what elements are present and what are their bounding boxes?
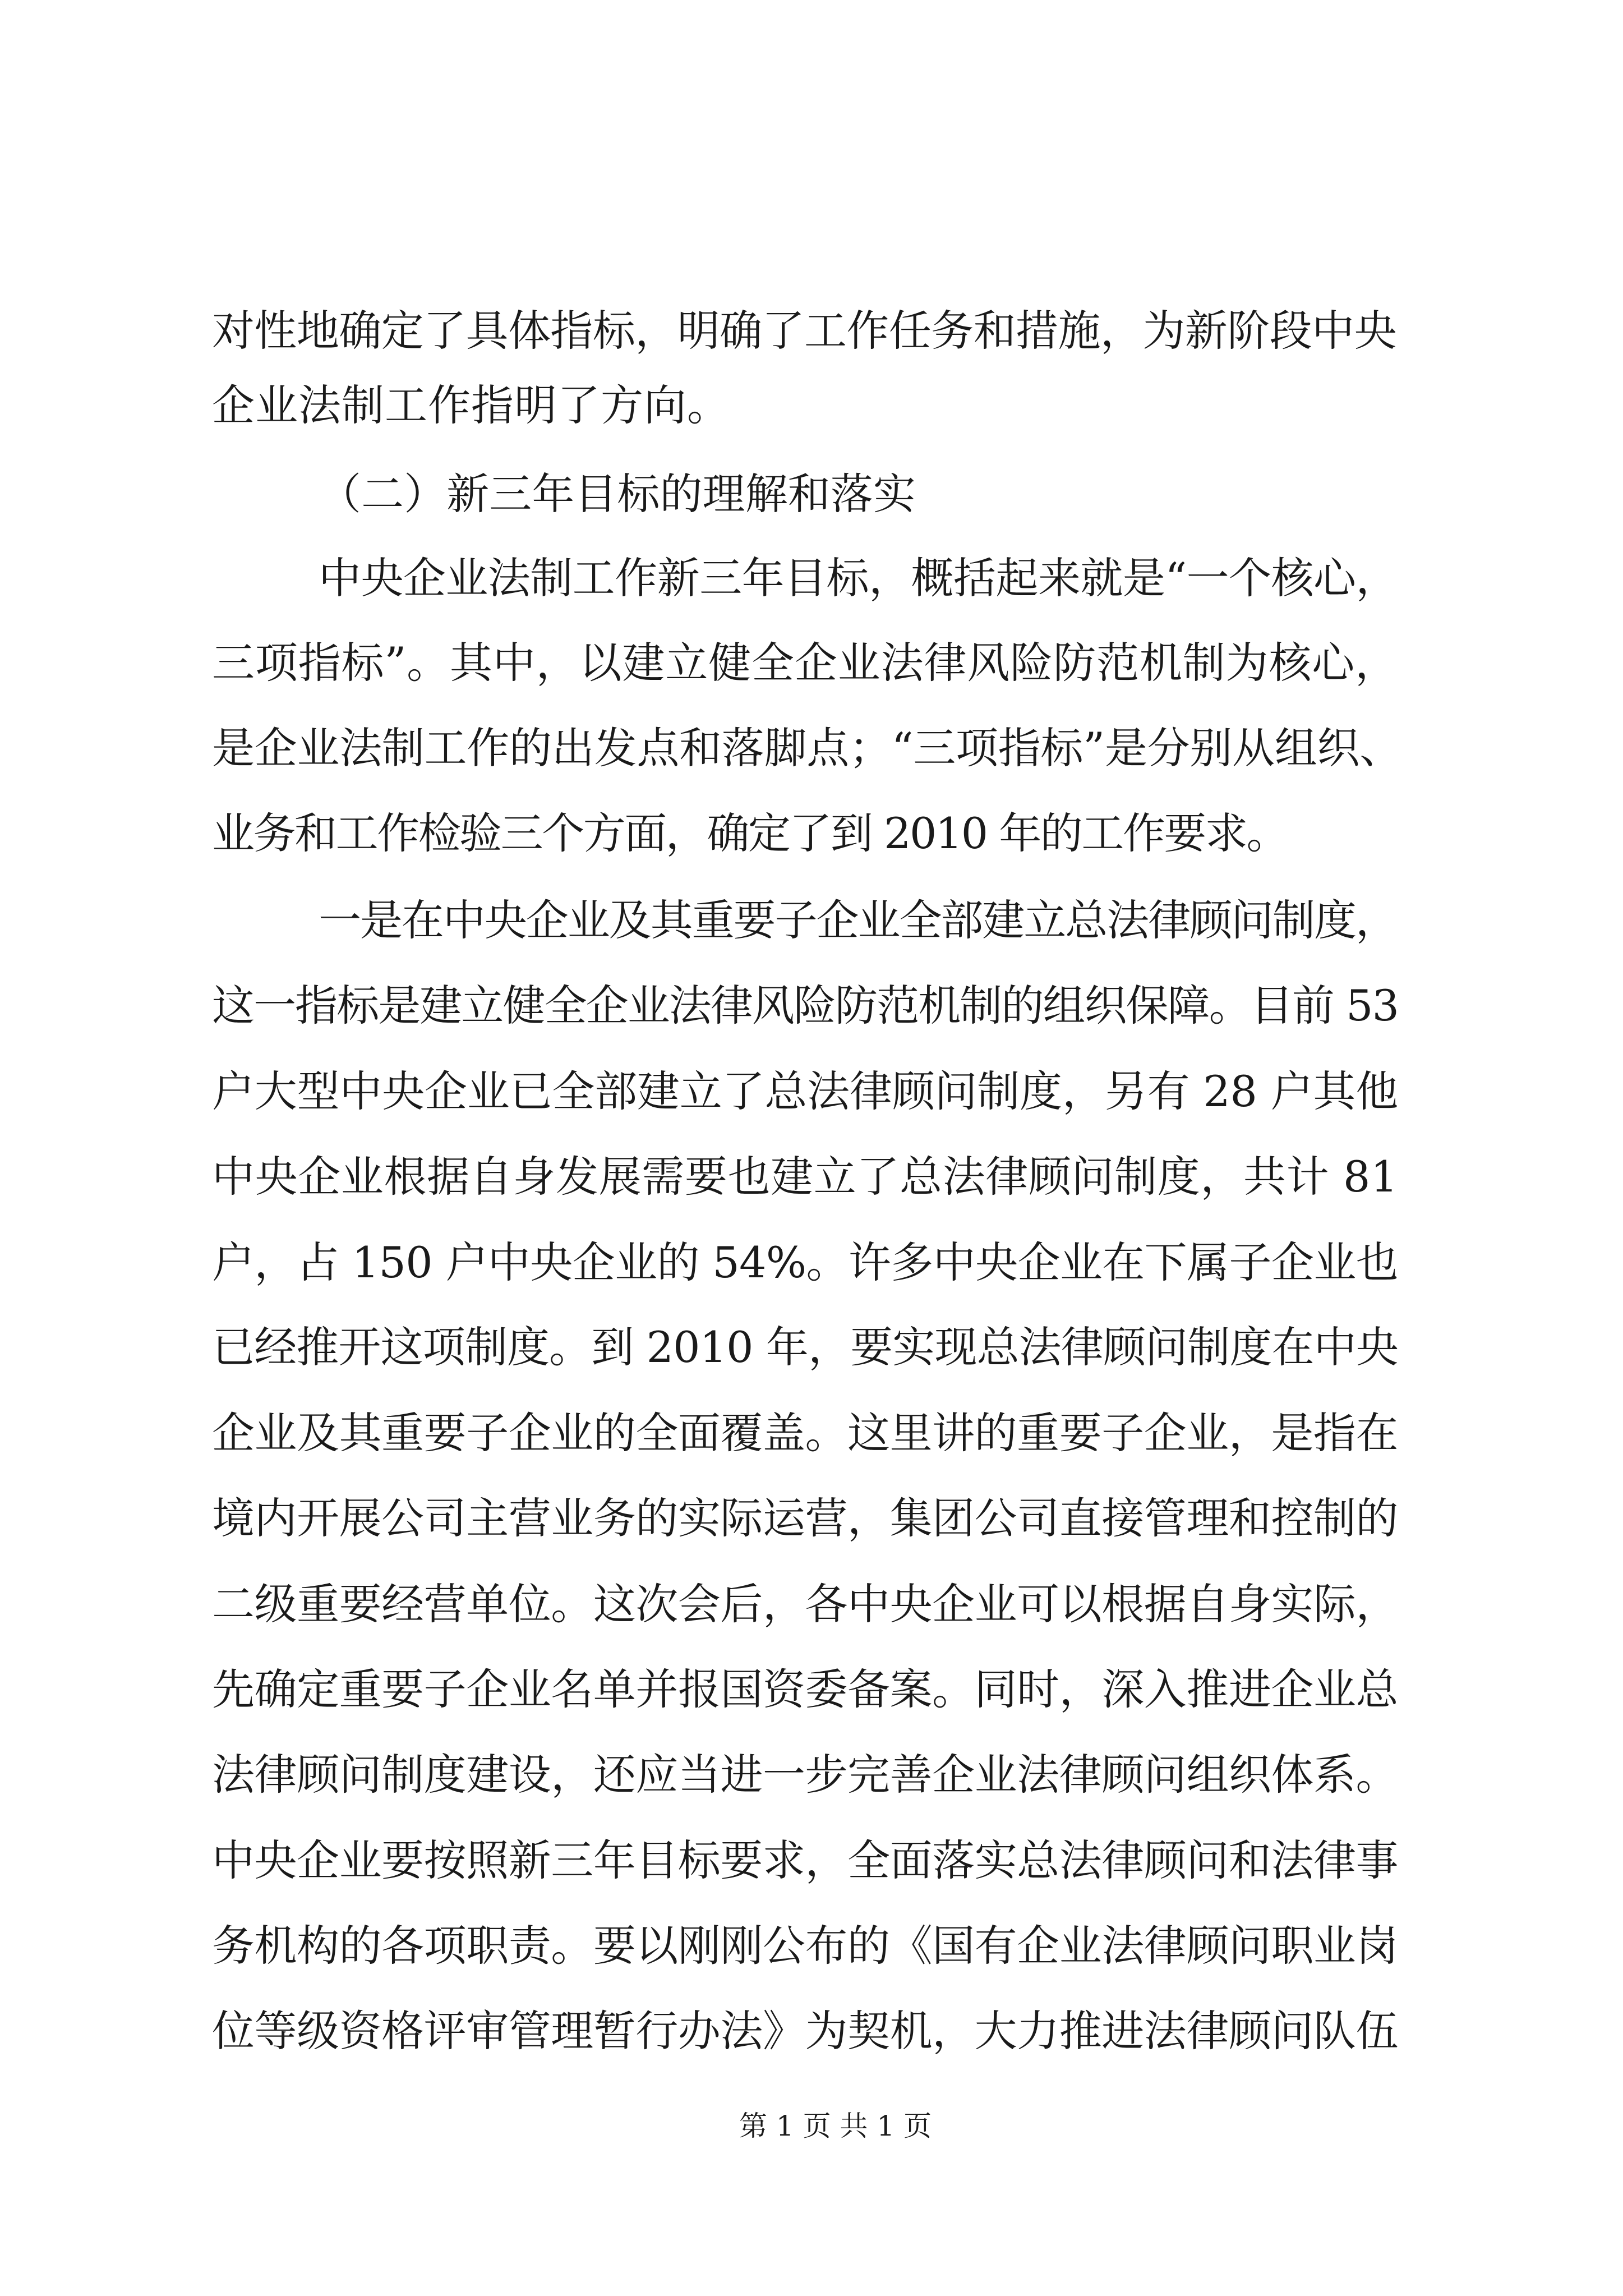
- text-line: 企业及其重要子企业的全面覆盖。这里讲的重要子企业，是指在: [212, 1408, 1398, 1458]
- text-line: 企业法制工作指明了方向。: [212, 380, 730, 430]
- text-line: 中央企业要按照新三年目标要求，全面落实总法律顾问和法律事: [212, 1835, 1398, 1885]
- text-line: 二级重要经营单位。这次会后，各中央企业可以根据自身实际，: [212, 1579, 1398, 1629]
- text-line: 境内开展公司主营业务的实际运营，集团公司直接管理和控制的: [212, 1493, 1398, 1543]
- text-line: 法律顾问制度建设，还应当进一步完善企业法律顾问组织体系。: [212, 1750, 1398, 1800]
- text-line: 中央企业法制工作新三年目标，概括起来就是“一个核心，: [319, 553, 1398, 603]
- text-line: 务机构的各项职责。要以刚刚公布的《国有企业法律顾问职业岗: [212, 1921, 1398, 1971]
- text-line: 对性地确定了具体指标，明确了工作任务和措施，为新阶段中央: [212, 306, 1396, 356]
- text-line: 一是在中央企业及其重要子企业全部建立总法律顾问制度，: [319, 895, 1397, 945]
- text-line: 中央企业根据自身发展需要也建立了总法律顾问制度，共计 81: [212, 1152, 1398, 1202]
- text-line: 先确定重要子企业名单并报国资委备案。同时，深入推进企业总: [212, 1664, 1398, 1714]
- text-line: 业务和工作检验三个方面，确定了到 2010 年的工作要求。: [212, 808, 1288, 858]
- text-line: 已经推开这项制度。到 2010 年，要实现总法律顾问制度在中央: [212, 1322, 1398, 1372]
- text-line: 户，占 150 户中央企业的 54%。许多中央企业在下属子企业也: [212, 1237, 1398, 1287]
- text-line: 这一指标是建立健全企业法律风险防范机制的组织保障。目前 53: [212, 981, 1398, 1030]
- text-line: 三项指标”。其中，以建立健全企业法律风险防范机制为核心，: [212, 638, 1398, 688]
- text-line: 户大型中央企业已全部建立了总法律顾问制度，另有 28 户其他: [212, 1066, 1398, 1116]
- text-line: 位等级资格评审管理暂行办法》为契机，大力推进法律顾问队伍: [212, 2006, 1398, 2056]
- text-line: （二）新三年目标的理解和落实: [319, 469, 916, 519]
- page-footer: 第 1 页 共 1 页: [739, 2110, 932, 2142]
- text-line: 是企业法制工作的出发点和落脚点；“三项指标”是分别从组织、: [212, 723, 1402, 773]
